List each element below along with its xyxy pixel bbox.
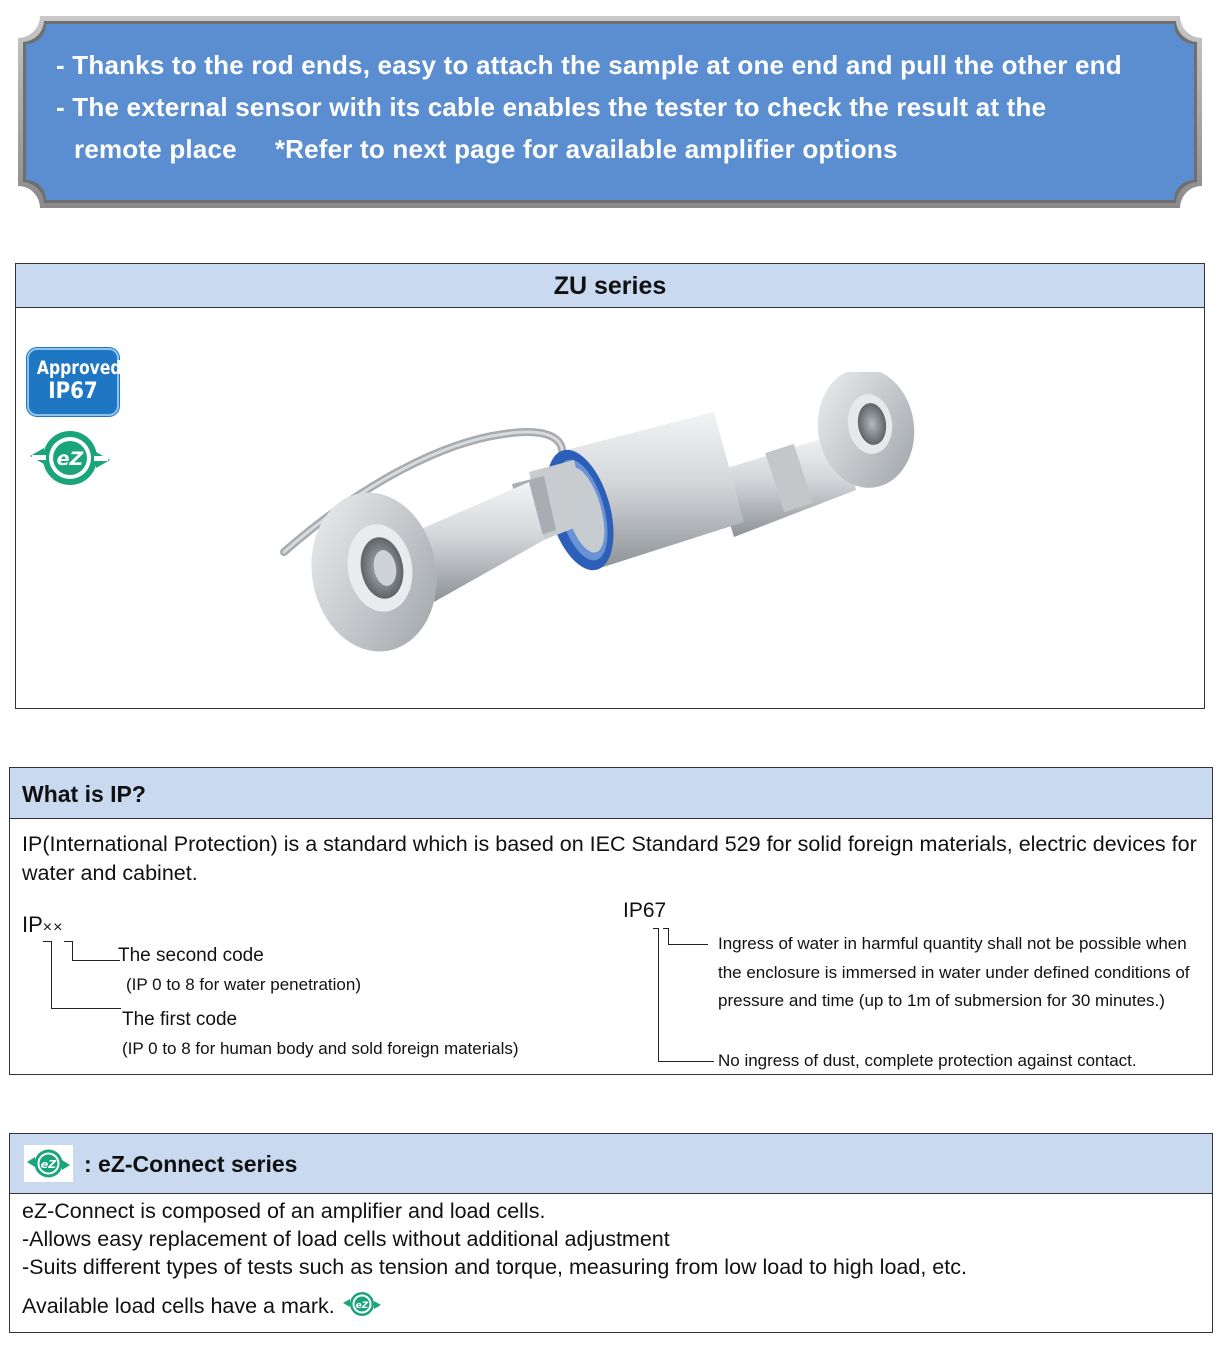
ez-body-line-3: -Suits different types of tests such as tension and torque, measuring from low load to high load, etc. [22,1255,967,1279]
ez-connect-header [10,1134,1212,1194]
bracket-second-vertical [72,941,73,961]
badge-line-2: IP67 [48,379,98,404]
ez-mark-icon [341,1289,383,1319]
bracket-second-tick [64,941,72,942]
ip67-bracket-water-vertical [668,928,669,945]
ez-header-logo-icon [24,1145,73,1182]
ez-body-line-2: -Allows easy replacement of load cells without additional adjustment [22,1227,670,1251]
ip67-bracket-dust-horizontal [658,1061,714,1062]
banner-line-2: - The external sensor with its cable enables the tester to check the result at the [56,92,1047,122]
approved-ip67-badge [27,348,122,416]
ip67-bracket-water-horizontal [668,944,708,945]
ip67-bracket-dust-vertical [658,928,659,1062]
bracket-first-tick [43,941,51,942]
ipxx-code [22,912,63,938]
ez-logo-text: eZ [56,448,84,470]
ez-header-logo-text: eZ [40,1158,57,1171]
ip67-code: IP67 [623,899,667,922]
ez-body-line-4: Available load cells have a mark. [22,1294,335,1318]
bracket-first-horizontal [51,1008,121,1009]
banner-line-3a: remote place [74,134,237,164]
ipxx-prefix: IP [22,912,43,937]
zu-series-panel [15,263,1205,709]
ez-connect-panel [9,1133,1213,1333]
banner-line-3b: *Refer to next page for available amplifier options [274,134,898,164]
bracket-first-vertical [51,941,52,1009]
first-code-desc: (IP 0 to 8 for human body and sold foreign materials) [122,1039,519,1058]
ez-body-line-1: eZ-Connect is composed of an amplifier and load cells. [22,1199,546,1223]
ez-connect-title: : eZ-Connect series [84,1151,298,1177]
ez-mark-text: eZ [355,1301,369,1311]
ip-intro-text: IP(International Protection) is a standard which is based on IEC Standard 529 for solid foreign materials, electric devices for water and cabinet. [22,832,1197,885]
badge-line-1: Approved [36,357,122,379]
ez-connect-logo-icon [28,426,112,490]
what-is-ip-title: What is IP? [10,768,1212,819]
ip67-dust-desc: No ingress of dust, complete protection against contact. [718,1051,1137,1070]
zu-series-title: ZU series [16,264,1204,308]
second-code-label: The second code [118,945,264,966]
ez-body-line-4-row [22,1289,1207,1320]
bracket-second-horizontal [72,960,120,961]
ipxx-suffix: ×× [42,919,64,936]
zu-sensor-image [244,372,934,672]
second-code-desc: (IP 0 to 8 for water penetration) [126,975,361,994]
banner-line-1: - Thanks to the rod ends, easy to attach the sample at one end and pull the other end [56,50,1122,80]
first-code-label: The first code [122,1009,238,1030]
what-is-ip-panel [9,767,1213,1075]
ip67-water-desc: Ingress of water in harmful quantity shall not be possible when the enclosure is immersed in water under defined conditions of pressure and time (up to 1m of submersion for 30 minutes.) [718,934,1190,1010]
feature-banner [18,16,1202,208]
